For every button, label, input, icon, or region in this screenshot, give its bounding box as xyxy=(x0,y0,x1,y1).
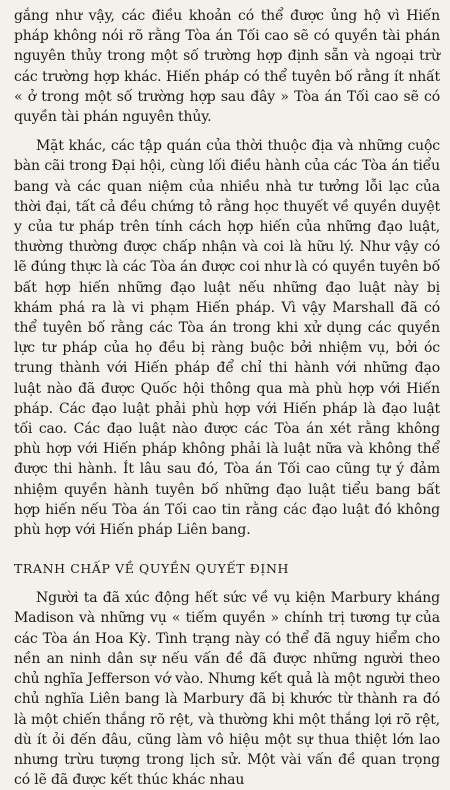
section-heading: TRANH CHẤP VỀ QUYỀN QUYẾT ĐỊNH xyxy=(14,561,289,577)
body-paragraph-marbury: Người ta đã xúc động hết sức về vụ kiện Marbury kháng Madison và những vụ « tiếm quyền » chính trị tương tự của các Tòa án Hoa Kỳ. Tình trạng này có thể đã nguy hiểm cho nền an ninh dân sự nếu vấn đề đã được những người theo chủ nghĩa Jefferson vớ vào. Nhưng kết quả là một người theo chủ nghĩa Liên bang là Marbury đã bị khước từ thành ra đó là một chiến thắng rõ rệt, và thường khi một thắng lợi rõ rệt, dù ít ỏi đến đâu, cũng làm vô hiệu một sự thua thiệt lớn lao nhưng trừu tượng trong lịch sử. Một vài vấn đề quan trọng có lẽ đã được kết thúc khác nhau xyxy=(14,590,440,789)
body-paragraph-continuation: gắng như vậy, các điều khoản có thể được ủng hộ vì Hiến pháp không nói rõ rằng Tòa án Tối cao sẽ có quyền tài phán nguyên thủy trong một số trường hợp định sẵn và ngoại trừ các trường hợp khác. Hiến pháp có thể tuyên bố rằng ít nhất « ở trong một số trường hợp sau đây » Tòa án Tối cao sẽ có quyền tài phán nguyên thủy. xyxy=(14,8,440,126)
body-paragraph-judicial-review: Mặt khác, các tập quán của thời thuộc địa và những cuộc bàn cãi trong Đại hội, cùng lối điều hành của các Tòa án tiểu bang và các quan niệm của nhiều nhà tư tưởng lỗi lạc của thời đại, tất cả đều chứng tỏ rằng học thuyết về quyền duyệt y của tư pháp trên tính cách hợp hiến của những đạo luật, thường thường được chấp nhận và coi là hữu lý. Như vậy có lẽ đúng thực là các Tòa án được coi như là có quyền tuyên bố bất hợp hiến những đạo luật nếu những đạo luật này bị khám phá ra là vi phạm Hiến pháp. Vì vậy Marshall đã có thể tuyên bố rằng các Tòa án trong khi xử dụng các quyền lực tư pháp của họ đều bị ràng buộc bởi nhiệm vụ, bởi óc trung thành với Hiến pháp để chỉ thi hành với những đạo luật nào đã được Quốc hội thông qua mà phù hợp với Hiến pháp. Các đạo luật phải phù hợp với Hiến pháp là đạo luật tối cao. Các đạo luật nào được các Tòa án xét rằng không phù hợp với Hiến pháp không phải là luật nữa và không thể được thi hành. Ít lâu sau đó, Tòa án Tối cao cũng tự ý đảm nhiệm quyền hành tuyên bố những đạo luật tiểu bang bất hợp hiến nếu Tòa án Tối cao tin rằng các đạo luật đó không phù hợp với Hiến pháp Liên bang. xyxy=(14,138,440,539)
